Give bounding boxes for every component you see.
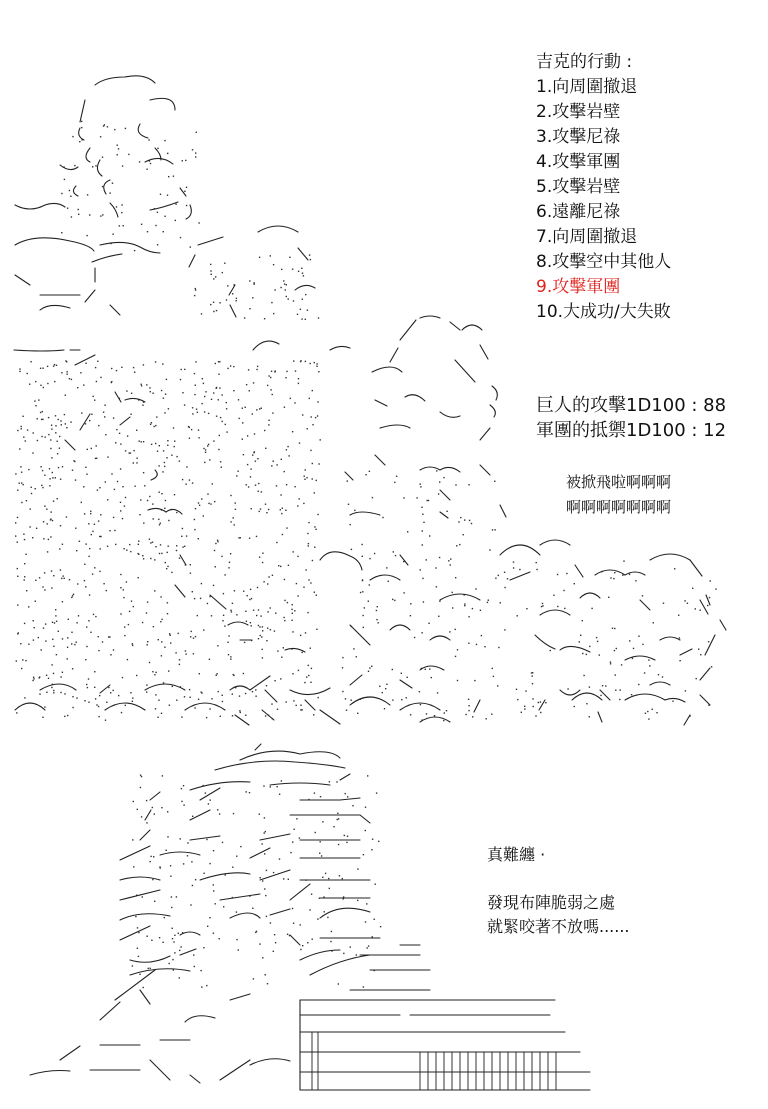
action-item-2: 2.攻擊岩壁 bbox=[536, 102, 621, 122]
action-item-8: 8.攻擊空中其他人 bbox=[536, 252, 672, 272]
legion-defense-roll: 軍團的抵禦1D100 : 12 bbox=[536, 420, 727, 441]
action-list bbox=[536, 50, 671, 325]
action-list-title: 吉克的行動 : bbox=[536, 52, 633, 72]
character-dialogue bbox=[487, 843, 630, 939]
action-item-1: 1.向周圍撤退 bbox=[536, 77, 638, 97]
dialogue-line-1: 真難纏 · bbox=[487, 845, 546, 864]
action-item-5: 5.攻擊岩壁 bbox=[536, 177, 621, 197]
scream-text bbox=[566, 470, 671, 520]
dialogue-line-2: 發現布陣脆弱之處 bbox=[487, 893, 616, 912]
scream-line-2: 啊啊啊啊啊啊啊 bbox=[566, 498, 672, 516]
action-item-7: 7.向周圍撤退 bbox=[536, 227, 638, 247]
giant-attack-roll: 巨人的攻擊1D100 : 88 bbox=[536, 395, 727, 416]
dialogue-spacer bbox=[487, 867, 630, 891]
action-item-10: 10.大成功/大失敗 bbox=[536, 302, 671, 322]
action-item-9-selected: 9.攻擊軍團 bbox=[536, 277, 621, 297]
action-item-6: 6.遠離尼祿 bbox=[536, 202, 621, 222]
dice-rolls bbox=[536, 393, 726, 443]
action-item-4: 4.攻擊軍團 bbox=[536, 152, 621, 172]
scream-line-1: 被掀飛啦啊啊啊 bbox=[566, 473, 672, 491]
dialogue-line-3: 就緊咬著不放嗎...... bbox=[487, 917, 630, 936]
action-item-3: 3.攻擊尼祿 bbox=[536, 127, 621, 147]
